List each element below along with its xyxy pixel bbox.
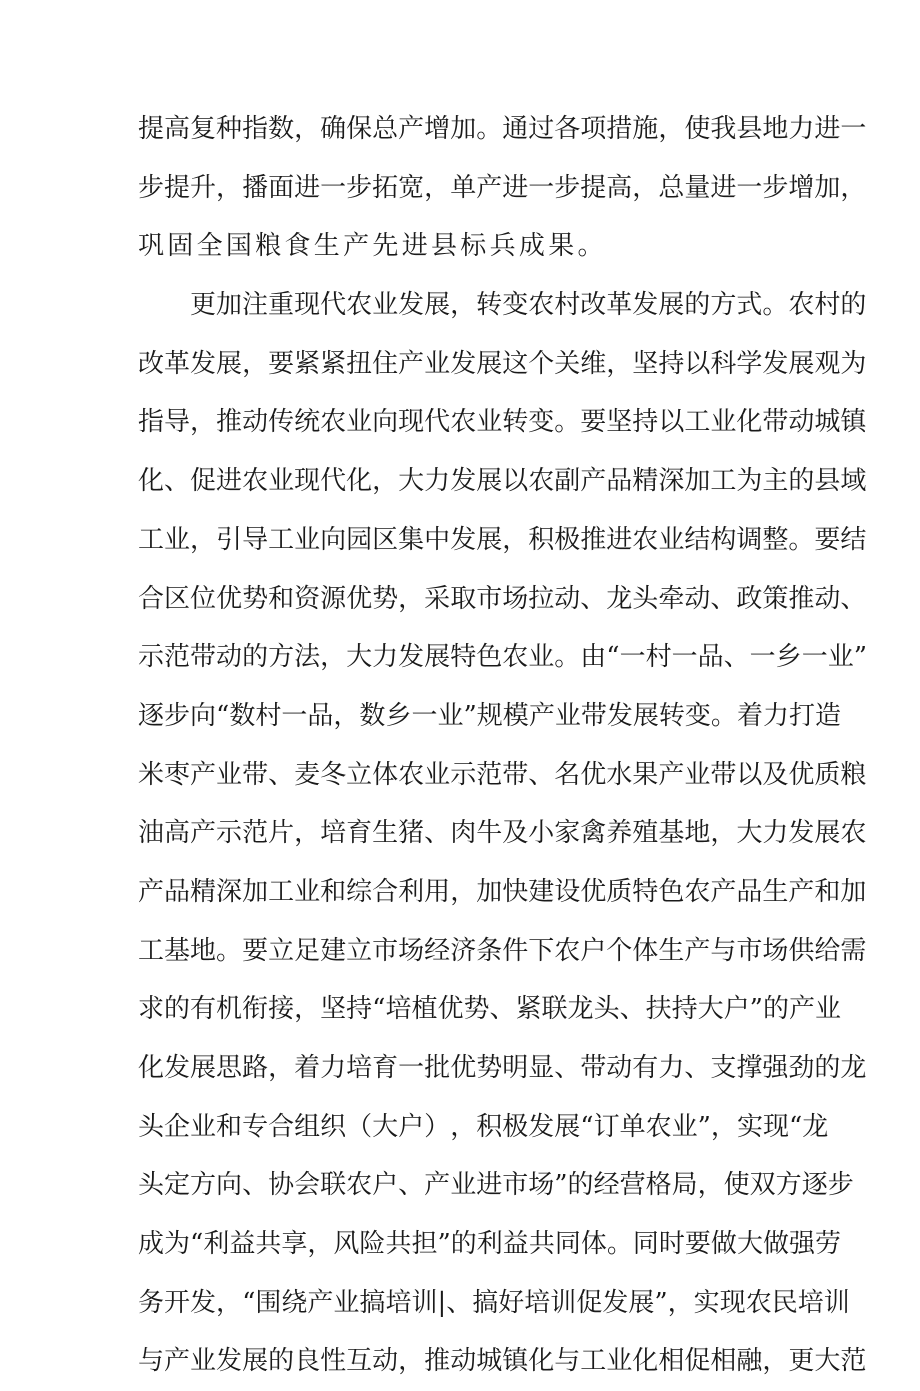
- text-line: 头 定 方 向 、 协 会 联 农 户 、 产 业 进 市 场 ” 的 经 营 格 局 ， 使 双 方 逐 步: [138, 1170, 854, 1201]
- text-line: 提 高 复 种 指 数 ， 确 保 总 产 增 加 。 通 过 各 项 措 施 ， 使 我 县 地 力 进 一: [138, 114, 867, 144]
- text-line: 米 枣 产 业 带 、 麦 冬 立 体 农 业 示 范 带 、 名 优 水 果 产 业 带 以 及 优 质 粮: [138, 759, 867, 790]
- text-line: 化 、 促 进 农 业 现 代 化 ， 大 力 发 展 以 农 副 产 品 精 深 加 工 为 主 的 县 域: [138, 466, 867, 497]
- text-line: 化 发 展 思 路 ， 着 力 培 育 一 批 优 势 明 显 、 带 动 有 力 、 支 撑 强 劲 的 龙: [138, 1053, 867, 1083]
- text-line: 与 产 业 发 展 的 良 性 互 动 ， 推 动 城 镇 化 与 工 业 化 相 促 相 融 ， 更 大 范: [138, 1346, 867, 1377]
- text-line: 成 为 “ 利 益 共 享 ， 风 险 共 担 ” 的 利 益 共 同 体 。 同 时 要 做 大 做 强 劳: [138, 1229, 841, 1260]
- text-line: 合 区 位 优 势 和 资 源 优 势 ， 采 取 市 场 拉 动 、 龙 头 牵 动 、 政 策 推 动 、: [138, 583, 867, 614]
- text-line: 油 高 产 示 范 片 ， 培 育 生 猪 、 肉 牛 及 小 家 禽 养 殖 基 地 ， 大 力 发 展 农: [138, 818, 867, 849]
- text-line: 务 开 发 ， “ 围 绕 产 业 搞 培 训 | 、 搞 好 培 训 促 发 展 ” ， 实 现 农 民 培 训: [138, 1287, 850, 1318]
- text-line: 示 范 带 动 的 方 法 ， 大 力 发 展 特 色 农 业 。 由 “ 一 村 一 品 、 一 乡 一 业 ”: [138, 642, 868, 673]
- text-line: 更 加 注 重 现 代 农 业 发 展 ， 转 变 农 村 改 革 发 展 的 方 式 。 农 村 的: [190, 290, 867, 321]
- text-line: 改 革 发 展 ， 要 紧 紧 扭 住 产 业 发 展 这 个 关 维 ， 坚 持 以 科 学 发 展 观 为: [138, 348, 867, 379]
- text-line: 步 提 升 ， 播 面 进 一 步 拓 宽 ， 单 产 进 一 步 提 高 ， 总 量 进 一 步 增 加 ，: [138, 172, 867, 203]
- text-line: 头 企 业 和 专 合 组 织 （ 大 户 ） ， 积 极 发 展 “ 订 单 农 业 ” ， 实 现 “ 龙: [138, 1111, 829, 1142]
- text-line: 求 的 有 机 衔 接 ， 坚 持 “ 培 植 优 势 、 紧 联 龙 头 、 扶 持 大 户 ” 的 产 业: [138, 994, 841, 1025]
- body-text: [138, 100, 868, 1391]
- text-line: 工 业 ， 引 导 工 业 向 园 区 集 中 发 展 ， 积 极 推 进 农 业 结 构 调 整 。 要 结: [138, 524, 867, 555]
- text-line: 工 基 地 。 要 立 足 建 立 市 场 经 济 条 件 下 农 户 个 体 生 产 与 市 场 供 给 需: [138, 935, 867, 966]
- text-line: 巩固全国粮食生产先进县标兵成果。: [138, 231, 607, 262]
- text-line: 逐 步 向 “ 数 村 一 品 ， 数 乡 一 业 ” 规 模 产 业 带 发 展 转 变 。 着 力 打 造: [138, 700, 841, 731]
- text-line: 产 品 精 深 加 工 业 和 综 合 利 用 ， 加 快 建 设 优 质 特 色 农 产 品 生 产 和 加: [138, 876, 867, 907]
- text-line: 指 导 ， 推 动 传 统 农 业 向 现 代 农 业 转 变 。 要 坚 持 以 工 业 化 带 动 城 镇: [138, 407, 867, 438]
